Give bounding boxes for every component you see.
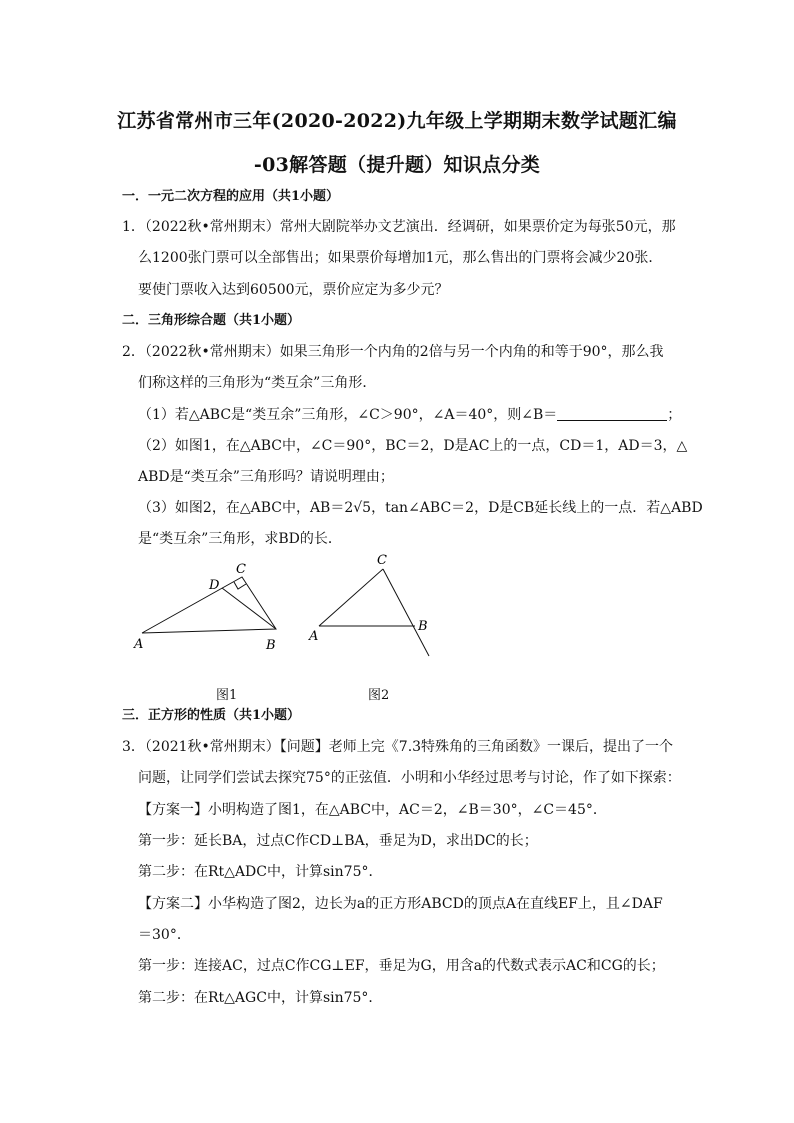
q2-line-4: （2）如图1，在△ABC中，∠C＝90°，BC＝2，D是AC上的一点，CD＝1，AD＝3，△ [138, 438, 688, 454]
q3-line-7: ＝30°． [138, 927, 191, 943]
q2-line-7: 是“类互余”三角形，求BD的长． [138, 531, 342, 547]
doc-title-line2: -03解答题（提升题）知识点分类 [253, 154, 541, 176]
segment-bd [222, 588, 276, 629]
figure-2-triangle [305, 550, 445, 662]
q3-line-2: 问题，让同学们尝试去探究75°的正弦值．小明和小华经过思考与讨论，作了如下探索： [138, 770, 681, 786]
q1-line-1: 1．（2022秋•常州期末）常州大剧院举办文艺演出．经调研，如果票价定为每张50元，那 [122, 219, 676, 235]
figure-2-caption: 图2 [368, 688, 390, 703]
q2-line-5: ABD是“类互余”三角形吗？请说明理由； [138, 469, 394, 485]
q3-line-5: 第二步：在Rt△ADC中，计算sin75°． [138, 864, 383, 880]
q2-part1-text: （1）若△ABC是“类互余”三角形，∠C＞90°，∠A＝40°，则∠B＝ [138, 407, 558, 423]
q3-line-8: 第一步：连接AC，过点C作CG⊥EF，垂足为G，用含a的代数式表示AC和CG的长； [138, 958, 665, 974]
point-label-a: A [134, 637, 144, 652]
point-label-d: D [209, 578, 220, 593]
q3-line-1: 3．（2021秋•常州期末）【问题】老师上完《7.3特殊角的三角函数》一课后，提出了一个 [122, 739, 674, 755]
point-label-c: C [236, 562, 246, 577]
segment-ac [319, 569, 383, 626]
point-label-b: B [266, 638, 276, 653]
point-label-c: C [377, 553, 387, 568]
q2-line-1: 2．（2022秋•常州期末）如果三角形一个内角的2倍与另一个内角的和等于90°，那么我 [122, 344, 664, 360]
figure-1-caption: 图1 [216, 688, 238, 703]
q1-line-3: 要使门票收入达到60500元，票价应定为多少元？ [138, 282, 449, 298]
point-label-a: A [309, 629, 319, 644]
q2-line-6: （3）如图2，在△ABC中，AB＝2√5，tan∠ABC＝2，D是CB延长线上的一点．若△ABD [138, 500, 703, 516]
q2-line-2: 们称这样的三角形为“类互余”三角形． [138, 375, 377, 391]
q3-line-4: 第一步：延长BA，过点C作CD⊥BA，垂足为D，求出DC的长； [138, 833, 538, 849]
answer-blank [557, 406, 667, 421]
right-angle-mark [234, 582, 246, 589]
q2-line-3 [138, 406, 681, 424]
q3-line-6: 【方案二】小华构造了图2，边长为a的正方形ABCD的顶点A在直线EF上，且∠DAF [138, 896, 663, 912]
line-cb-extended [383, 569, 429, 656]
section-heading-2: 二．三角形综合题（共1小题） [122, 313, 301, 328]
q2-part1-tail: ； [667, 407, 682, 423]
section-heading-3: 三．正方形的性质（共1小题） [122, 708, 301, 723]
doc-title-line1: 江苏省常州市三年(2020-2022)九年级上学期期末数学试题汇编 [117, 110, 677, 132]
point-label-b: B [418, 619, 428, 634]
q3-line-3: 【方案一】小明构造了图1，在△ABC中，AC＝2，∠B＝30°，∠C＝45°． [138, 802, 607, 818]
figure-1-right-triangle [130, 555, 290, 655]
section-heading-1: 一．一元二次方程的应用（共1小题） [122, 189, 340, 204]
q1-line-2: 么1200张门票可以全部售出；如果票价每增加1元，那么售出的门票将会减少20张． [138, 250, 663, 266]
q3-line-9: 第二步：在Rt△AGC中，计算sin75°． [138, 990, 383, 1006]
